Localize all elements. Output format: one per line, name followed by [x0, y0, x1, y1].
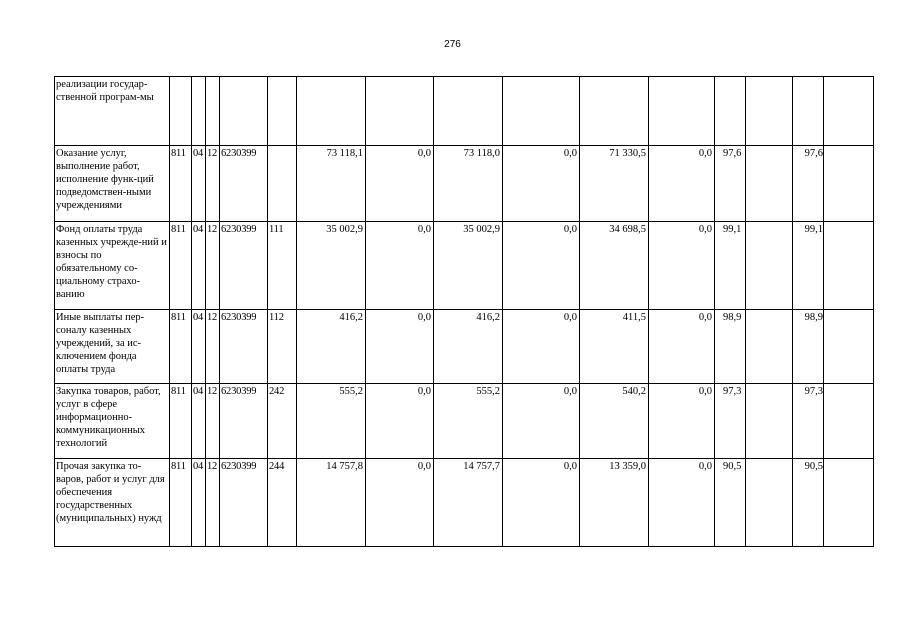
- cell-expense-type: [268, 146, 297, 222]
- cell-target-code: 6230399: [220, 384, 268, 459]
- cell-empty: [746, 459, 793, 547]
- cell-section-code: 04: [192, 310, 206, 384]
- budget-table: [54, 76, 874, 547]
- cell-percent-1: 99,1: [715, 222, 746, 310]
- cell-amount-1: 35 002,9: [297, 222, 366, 310]
- cell-percent-1: 97,6: [715, 146, 746, 222]
- cell-expense-type: 244: [268, 459, 297, 547]
- cell-empty: [824, 459, 874, 547]
- cell-amount-4: 0,0: [503, 384, 580, 459]
- cell-subsection-code: 12: [206, 310, 220, 384]
- cell-ministry-code: 811: [170, 222, 192, 310]
- cell-percent-2: [793, 77, 824, 146]
- cell-ministry-code: 811: [170, 459, 192, 547]
- cell-amount-4: 0,0: [503, 222, 580, 310]
- cell-expense-type: 242: [268, 384, 297, 459]
- cell-expense-type: 111: [268, 222, 297, 310]
- cell-amount-5: 540,2: [580, 384, 649, 459]
- cell-name: Прочая закупка то-варов, работ и услуг для обеспечения государственных (муниципальных) нужд: [55, 459, 170, 547]
- table-row: [55, 77, 874, 146]
- page-number: 276: [444, 39, 461, 50]
- cell-name: Фонд оплаты труда казенных учрежде-ний и взносы по обязательному со-циальному страхо-ванию: [55, 222, 170, 310]
- cell-amount-2: 0,0: [366, 384, 434, 459]
- cell-amount-1: [297, 77, 366, 146]
- cell-name: Оказание услуг, выполнение работ, исполнение функ-ций подведомствен-ными учреждениями: [55, 146, 170, 222]
- table-row: [55, 384, 874, 459]
- cell-amount-1: 555,2: [297, 384, 366, 459]
- cell-amount-2: 0,0: [366, 146, 434, 222]
- cell-empty: [824, 222, 874, 310]
- cell-empty: [824, 384, 874, 459]
- cell-amount-5: 13 359,0: [580, 459, 649, 547]
- cell-amount-1: 14 757,8: [297, 459, 366, 547]
- cell-percent-2: 99,1: [793, 222, 824, 310]
- table-row: [55, 222, 874, 310]
- cell-section-code: 04: [192, 384, 206, 459]
- cell-ministry-code: 811: [170, 146, 192, 222]
- cell-amount-3: 35 002,9: [434, 222, 503, 310]
- cell-target-code: [220, 77, 268, 146]
- cell-amount-2: 0,0: [366, 310, 434, 384]
- cell-amount-2: [366, 77, 434, 146]
- cell-ministry-code: 811: [170, 310, 192, 384]
- cell-section-code: 04: [192, 459, 206, 547]
- cell-percent-2: 97,6: [793, 146, 824, 222]
- cell-name: реализации государ-ственной програм-мы: [55, 77, 170, 146]
- cell-percent-2: 90,5: [793, 459, 824, 547]
- cell-section-code: 04: [192, 222, 206, 310]
- cell-amount-4: 0,0: [503, 146, 580, 222]
- cell-amount-6: 0,0: [649, 310, 715, 384]
- cell-amount-3: 416,2: [434, 310, 503, 384]
- cell-amount-3: 73 118,0: [434, 146, 503, 222]
- cell-amount-6: 0,0: [649, 384, 715, 459]
- cell-name: Иные выплаты пер-соналу казенных учреждений, за ис-ключением фонда оплаты труда: [55, 310, 170, 384]
- cell-amount-1: 416,2: [297, 310, 366, 384]
- cell-target-code: 6230399: [220, 310, 268, 384]
- cell-ministry-code: 811: [170, 384, 192, 459]
- cell-amount-5: [580, 77, 649, 146]
- cell-amount-6: 0,0: [649, 146, 715, 222]
- cell-amount-3: 555,2: [434, 384, 503, 459]
- cell-ministry-code: [170, 77, 192, 146]
- cell-percent-1: 98,9: [715, 310, 746, 384]
- cell-target-code: 6230399: [220, 459, 268, 547]
- cell-subsection-code: [206, 77, 220, 146]
- cell-subsection-code: 12: [206, 459, 220, 547]
- cell-empty: [824, 77, 874, 146]
- cell-percent-2: 97,3: [793, 384, 824, 459]
- cell-subsection-code: 12: [206, 146, 220, 222]
- cell-empty: [824, 146, 874, 222]
- cell-empty: [746, 146, 793, 222]
- cell-amount-4: 0,0: [503, 459, 580, 547]
- table-row: [55, 310, 874, 384]
- cell-subsection-code: 12: [206, 384, 220, 459]
- cell-amount-2: 0,0: [366, 222, 434, 310]
- cell-section-code: [192, 77, 206, 146]
- cell-amount-4: [503, 77, 580, 146]
- cell-percent-1: 97,3: [715, 384, 746, 459]
- cell-percent-2: 98,9: [793, 310, 824, 384]
- cell-target-code: 6230399: [220, 146, 268, 222]
- cell-amount-6: [649, 77, 715, 146]
- cell-empty: [824, 310, 874, 384]
- cell-subsection-code: 12: [206, 222, 220, 310]
- cell-amount-2: 0,0: [366, 459, 434, 547]
- cell-percent-1: [715, 77, 746, 146]
- cell-amount-5: 71 330,5: [580, 146, 649, 222]
- cell-target-code: 6230399: [220, 222, 268, 310]
- cell-name: Закупка товаров, работ, услуг в сфере информационно-коммуникационных технологий: [55, 384, 170, 459]
- cell-empty: [746, 384, 793, 459]
- cell-empty: [746, 310, 793, 384]
- cell-amount-5: 411,5: [580, 310, 649, 384]
- cell-empty: [746, 222, 793, 310]
- table-row: [55, 459, 874, 547]
- cell-amount-4: 0,0: [503, 310, 580, 384]
- cell-amount-1: 73 118,1: [297, 146, 366, 222]
- cell-expense-type: 112: [268, 310, 297, 384]
- cell-empty: [746, 77, 793, 146]
- cell-section-code: 04: [192, 146, 206, 222]
- table-row: [55, 146, 874, 222]
- cell-amount-6: 0,0: [649, 222, 715, 310]
- cell-amount-3: 14 757,7: [434, 459, 503, 547]
- cell-amount-3: [434, 77, 503, 146]
- cell-percent-1: 90,5: [715, 459, 746, 547]
- cell-amount-5: 34 698,5: [580, 222, 649, 310]
- cell-amount-6: 0,0: [649, 459, 715, 547]
- cell-expense-type: [268, 77, 297, 146]
